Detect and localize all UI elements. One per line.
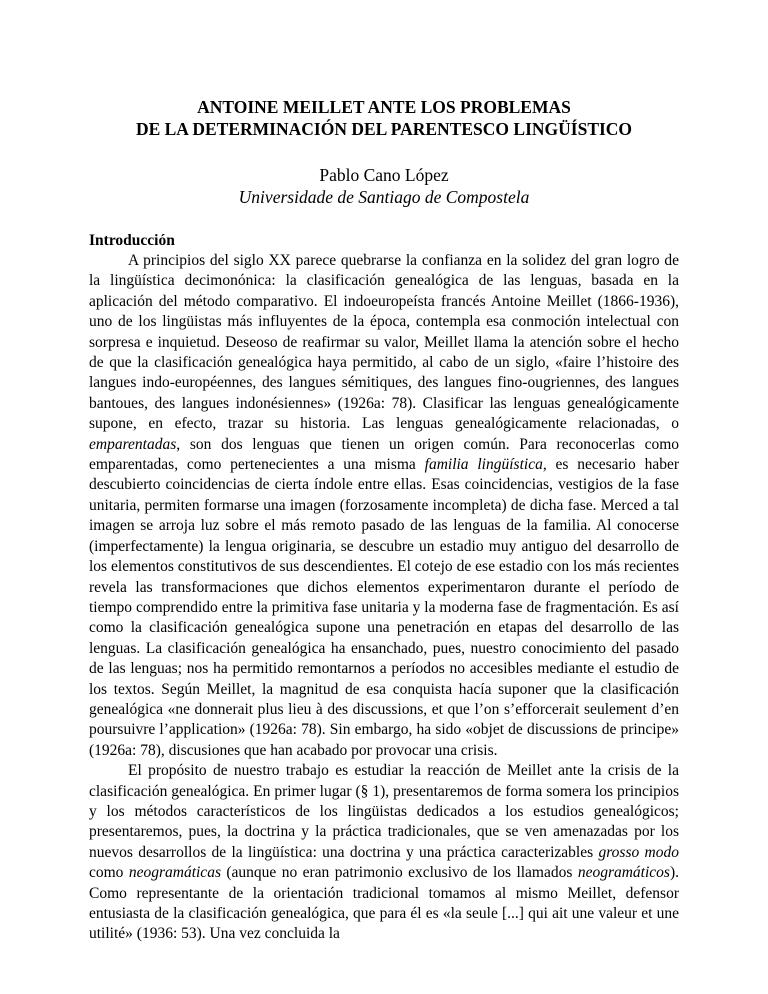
italic-term: emparentadas — [89, 435, 177, 453]
paper-title — [89, 96, 679, 140]
paragraph-1 — [89, 251, 679, 761]
title-line-1: ANTOINE MEILLET ANTE LOS PROBLEMAS — [197, 97, 571, 117]
title-line-2: DE LA DETERMINACIÓN DEL PARENTESCO LINGÜÍSTICO — [135, 119, 633, 139]
document-page — [89, 96, 679, 945]
italic-term: neogramáticas — [128, 864, 221, 882]
author-affiliation: Universidade de Santiago de Compostela — [238, 187, 530, 207]
text-run: A principios del siglo XX parece quebrarse la confianza en la solidez del gran logro de la lingüística decimonónica: la clasificación genealógica de las lenguas, basada en la aplicación del método comparativo. El indoeuropeísta francés Antoine Meillet (1866-1936), uno de los lingüistas más influyentes de la época, contempla esa conmoción intelectual con sorpresa e inquietud. Deseoso de reafirmar su valor, Meillet llama la atención sobre el hecho de que la clasificación genealógica haya permitido, al cabo de un siglo, «faire l’histoire des langues indo-européennes, des langues sémitiques, des langues fino-ougriennes, des langues bantoues, des langues indonésiennes» (1926a: 78). Clasificar las lenguas genealógicamente supone, en efecto, trazar su historia. Las lenguas genealógicamente relacionadas, o — [89, 252, 679, 433]
text-run: El propósito de nuestro trabajo es estudiar la reacción de Meillet ante la crisis de la clasificación genealógica. En primer lugar (§ 1), presentaremos de forma somera los principios y los métodos característicos de los lingüistas dedicados a los estudios genealógicos; presentaremos, pues, la doctrina y la práctica tradicionales, que se ven amenazadas por los nuevos desarrollos de la lingüística: una doctrina y una práctica caracterizables — [89, 762, 679, 861]
italic-term: grosso modo — [598, 843, 679, 861]
text-run: , son dos lenguas que tienen un origen común. Para reconocerlas como emparentadas, como pertenecientes a una misma — [89, 435, 679, 474]
author-name: Pablo Cano López — [319, 165, 449, 185]
section-heading: Introducción — [89, 232, 175, 249]
text-run: como — [89, 864, 129, 882]
italic-term: familia lingüística — [424, 456, 543, 474]
paragraph-2 — [89, 761, 679, 945]
author-block — [89, 164, 679, 208]
italic-term: neogramáticos — [577, 864, 670, 882]
text-run: ). Como representante de la orientación tradicional tomamos al mismo Meillet, defensor entusiasta de la clasificación genealógica, que para él es «la seule [...] qui ait une valeur et une utilité» (1936: 53). Una vez concluida la — [89, 864, 679, 943]
text-run: , es necesario haber descubierto coincidencias de cierta índole entre ellas. Esas coincidencias, vestigios de la fase unitaria, permiten formarse una imagen (forzosamente incompleta) de dicha fase. Merced a tal imagen se arroja luz sobre el más remoto pasado de las lenguas de la familia. Al conocerse (imperfectamente) la lengua originaria, se descubre un estadio muy antiguo del desarrollo de los elementos constitutivos de sus descendientes. El cotejo de ese estadio con los más recientes revela las transformaciones que dichos elementos experimentaron durante el período de tiempo comprendido entre la primitiva fase unitaria y la moderna fase de fragmentación. Es así como la clasificación genealógica supone una penetración en etapas del desarrollo de las lenguas. La clasificación genealógica ha ensanchado, pues, nuestro conocimiento del pasado de las lenguas; nos ha permitido remontarnos a períodos no accesibles mediante el estudio de los textos. Según Meillet, la magnitud de esa conquista hacía suponer que la clasificación genealógica «ne donnerait plus lieu à des discussions, et que l’on s’efforcerait seulement d’en poursuivre l’application» (1926a: 78). Sin embargo, ha sido «objet de discussions de principe» (1926a: 78), discusiones que han acabado por provocar una crisis. — [89, 456, 679, 759]
text-run: (aunque no eran patrimonio exclusivo de los llamados — [220, 864, 578, 882]
